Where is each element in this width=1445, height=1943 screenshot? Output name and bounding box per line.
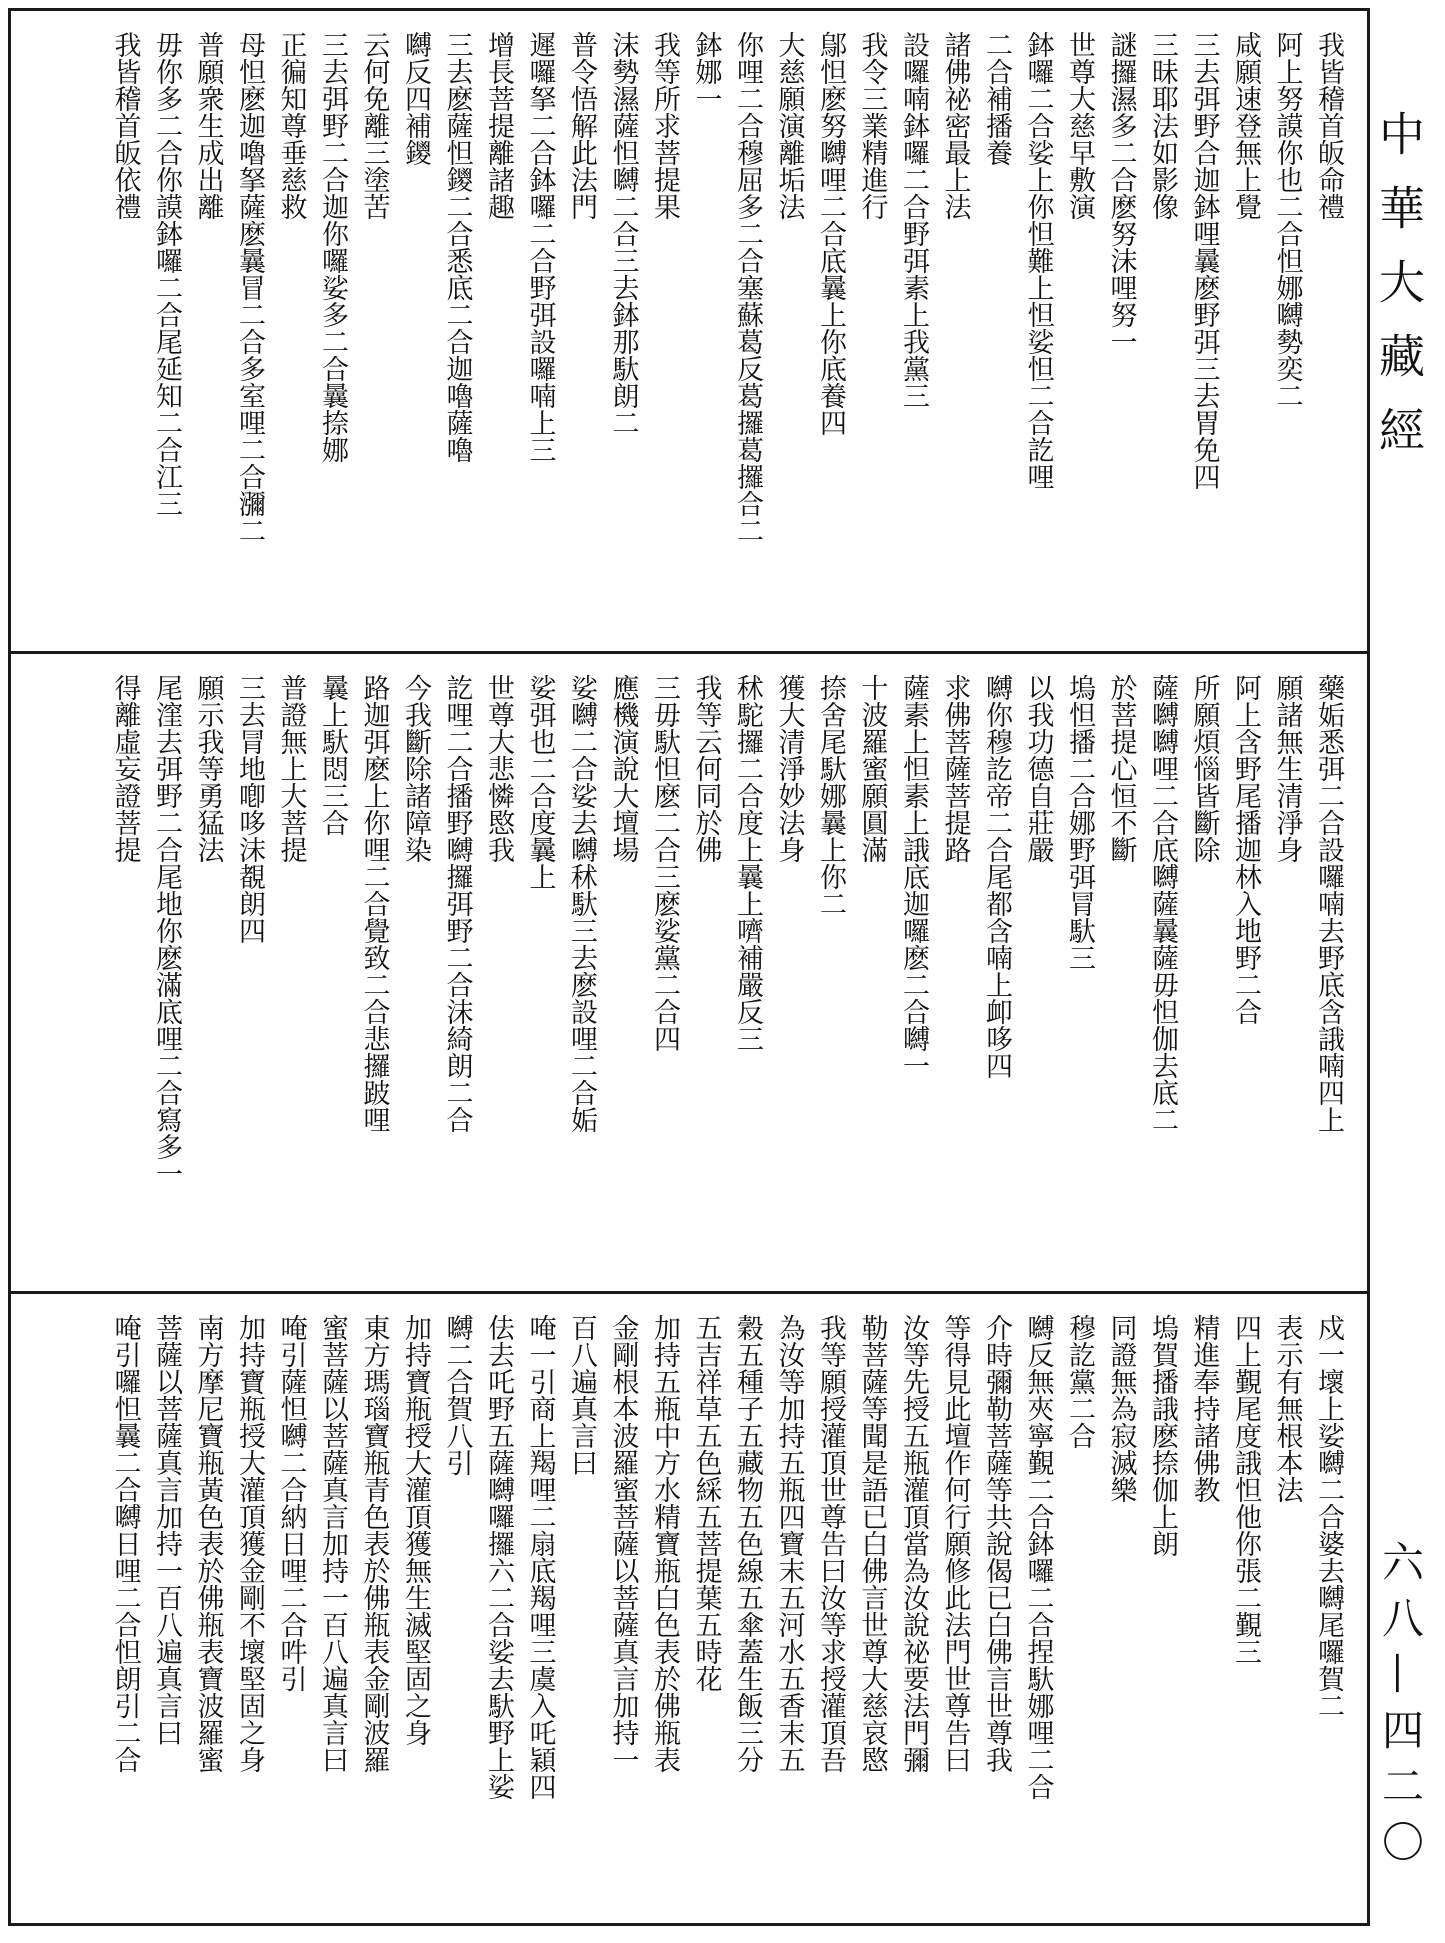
text-column: 南方摩尼寶瓶黃色表於佛瓶表寶波羅蜜 — [192, 1314, 224, 1773]
text-column: 嚩二合賀八引 — [441, 1314, 473, 1476]
text-column: 三毋馱怛麽二合三麽娑黨二合四 — [649, 674, 680, 1052]
text-column: 世尊大悲憐愍我 — [483, 674, 514, 863]
text-column: 阿上努謨你也二合怛娜嚩勢奕二 — [1271, 31, 1303, 409]
text-panel-bottom — [11, 1291, 1367, 1923]
text-column: 今我斷除諸障染 — [400, 674, 431, 863]
text-column: 鉢娜一 — [690, 31, 722, 112]
text-column: 菩薩以菩薩真言加持一百八遍真言曰 — [151, 1314, 182, 1746]
text-column: 我皆稽首皈命禮 — [1313, 31, 1344, 220]
text-column: 所願煩惱皆斷除 — [1188, 674, 1220, 863]
text-column: 塢賀播誐麽捺伽上朗 — [1147, 1314, 1178, 1557]
text-column: 咸願速登無上覺 — [1230, 31, 1261, 220]
text-column: 三去弭野合迦鉢哩曩麽野弭三去胃免四 — [1188, 31, 1220, 490]
text-column: 正徧知尊垂慈救 — [275, 31, 307, 220]
text-column: 百八遍真言曰 — [566, 1314, 597, 1476]
text-column: 世尊大慈早敷演 — [1064, 31, 1095, 220]
text-column: 藥姤悉弭二合設囉喃去野底含誐喃四上 — [1313, 674, 1344, 1133]
column-group — [29, 1314, 1349, 1913]
text-column: 大慈願演離垢法 — [773, 31, 805, 220]
text-column: 佉去吒野五薩嚩囉攞六二合娑去馱野上娑 — [483, 1314, 514, 1800]
text-column: 鉢囉二合娑上你怛難上怛娑怛二合訖哩 — [1022, 31, 1054, 490]
text-column: 加持五瓶中方水精寶瓶白色表於佛瓶表 — [649, 1314, 680, 1773]
text-column: 五吉祥草五色綵五菩提葉五時花 — [690, 1314, 722, 1692]
text-column: 求佛菩薩菩提路 — [939, 674, 971, 863]
text-column: 同證無為寂滅樂 — [1105, 1314, 1137, 1503]
text-column: 穆訖黨二合 — [1064, 1314, 1095, 1449]
column-group — [29, 674, 1349, 1281]
text-column: 鄔怛麽努嚩哩二合底曩上你底養四 — [815, 31, 846, 436]
text-column: 三去冐地喞哆沫覩朗四 — [234, 674, 265, 944]
text-column: 唵一引商上羯哩二扇底羯哩三虞入吒穎四 — [524, 1314, 556, 1800]
text-column: 我等云何同於佛 — [690, 674, 722, 863]
text-column: 三去麽薩怛鑁二合悉底二合迦嚕薩嚕 — [441, 31, 473, 463]
text-column: 謎攞濕多二合麽努沫哩努一 — [1105, 31, 1137, 355]
text-column: 為汝等加持五瓶四寶末五河水五香末五 — [773, 1314, 805, 1773]
text-column: 應機演說大壇場 — [607, 674, 639, 863]
text-column: 路迦弭麽上你哩二合覺致二合悲攞跛哩 — [358, 674, 390, 1133]
text-column: 薩素上怛素上誐底迦囉麽二合嚩一 — [898, 674, 929, 1079]
text-column: 塢怛播二合娜野弭冐馱三 — [1064, 674, 1095, 971]
text-column: 我等願授灌頂世尊告曰汝等求授灌頂吾 — [815, 1314, 846, 1773]
text-column: 沫勢濕薩怛嚩二合三去鉢那馱朗二 — [607, 31, 639, 436]
text-column: 勒菩薩等聞是語已白佛言世尊大慈哀愍 — [856, 1314, 888, 1773]
text-column: 你哩二合穆屈多二合塞蘇葛反葛攞葛攞合二 — [732, 31, 763, 544]
text-column: 普願衆生成出離 — [192, 31, 224, 220]
text-column: 嚩反四補鑁 — [400, 31, 431, 166]
text-column: 得離虛妄證菩提 — [109, 674, 141, 863]
text-column: 尾漥去弭野二合尾地你麽滿底哩二合寫多一 — [151, 674, 182, 1187]
text-column: 金剛根本波羅蜜菩薩以菩薩真言加持一 — [607, 1314, 639, 1773]
text-column: 我等所求菩提果 — [649, 31, 680, 220]
text-column: 於菩提心恒不斷 — [1105, 674, 1137, 863]
text-column: 三昧耶法如影像 — [1147, 31, 1178, 220]
text-column: 薩嚩嚩哩二合底嚩薩曩薩毋怛伽去底二 — [1147, 674, 1178, 1133]
text-column: 願示我等勇猛法 — [192, 674, 224, 863]
text-column: 表示有無根本法 — [1271, 1314, 1303, 1503]
page-frame — [8, 8, 1370, 1926]
text-column: 以我功德自莊嚴 — [1022, 674, 1054, 863]
text-column: 捺舍尾馱娜曩上你二 — [815, 674, 846, 917]
text-column: 毋你多二合你謨鉢囉二合尾延知二合江三 — [151, 31, 182, 517]
text-column: 嚩反無夾寧覲二合鉢囉二合捏馱娜哩二合 — [1022, 1314, 1054, 1800]
text-column: 加持寶瓶授大灌頂獲金剛不壞堅固之身 — [234, 1314, 265, 1773]
text-column: 諸佛祕密最上法 — [939, 31, 971, 220]
text-column: 母怛麽迦嚕拏薩麽曩冒二合多室哩二合瀰二 — [234, 31, 265, 544]
text-column: 秫駝攞二合度上曩上嚌補嚴反三 — [732, 674, 763, 1052]
text-column: 精進奉持諸佛教 — [1188, 1314, 1220, 1503]
text-column: 嚩你穆訖帝二合尾都含喃上卹哆四 — [981, 674, 1012, 1079]
text-column: 阿上含野尾播迦林入地野二合 — [1230, 674, 1261, 1025]
text-column: 願諸無生清淨身 — [1271, 674, 1303, 863]
text-column: 唵引薩怛嚩二合納日哩二合吽引 — [275, 1314, 307, 1692]
text-column: 訖哩二合播野嚩攞弭野二合沫綺朗二合 — [441, 674, 473, 1133]
page-number: 六八—四二〇 — [1376, 1540, 1425, 1876]
text-column: 介時彌勒菩薩等共說偈已白佛言世尊我 — [981, 1314, 1012, 1773]
text-column: 我令三業精進行 — [856, 31, 888, 220]
text-column: 我皆稽首皈依禮 — [109, 31, 141, 220]
collection-title: 中華大藏經 — [1372, 110, 1426, 480]
text-column: 娑弭也二合度曩上 — [524, 674, 556, 890]
text-column: 增長菩提離諸趣 — [483, 31, 514, 220]
text-column: 東方瑪瑙寶瓶青色表於佛瓶表金剛波羅 — [358, 1314, 390, 1773]
text-column: 蜜菩薩以菩薩真言加持一百八遍真言曰 — [317, 1314, 348, 1773]
text-column: 戍一壞上娑嚩二合婆去嚩尾囉賀二 — [1313, 1314, 1344, 1719]
text-column: 等得見此壇作何行願修此法門世尊告曰 — [939, 1314, 971, 1773]
text-column: 普令悟解此法門 — [566, 31, 597, 220]
text-panel-middle — [11, 651, 1367, 1291]
text-column: 二合補播養 — [981, 31, 1012, 166]
text-column: 三去弭野二合迦你囉娑多二合曩捺娜 — [317, 31, 348, 463]
text-panel-top — [11, 11, 1367, 651]
text-column: 獲大清淨妙法身 — [773, 674, 805, 863]
text-column: 唵引囉怛曩二合嚩日哩二合怛朗引二合 — [109, 1314, 141, 1773]
text-column: 云何免離三塗苦 — [358, 31, 390, 220]
column-group — [29, 31, 1349, 641]
text-column: 加持寶瓶授大灌頂獲無生滅堅固之身 — [400, 1314, 431, 1746]
text-column: 四上覲尾度誐怛他你張二覲三 — [1230, 1314, 1261, 1665]
text-column: 娑嚩二合娑去嚩秫馱三去麽設哩二合姤 — [566, 674, 597, 1133]
text-column: 汝等先授五瓶灌頂當為汝說祕要法門彌 — [898, 1314, 929, 1773]
text-column: 設囉喃鉢囉二合野弭素上我黨三 — [898, 31, 929, 409]
text-column: 普證無上大菩提 — [275, 674, 307, 863]
text-column: 遲囉拏二合鉢囉二合野弭設囉喃上三 — [524, 31, 556, 463]
text-column: 曩上馱悶三合 — [317, 674, 348, 836]
text-column: 穀五種子五藏物五色線五傘蓋生飯三分 — [732, 1314, 763, 1773]
text-column: 十波羅蜜願圓滿 — [856, 674, 888, 863]
